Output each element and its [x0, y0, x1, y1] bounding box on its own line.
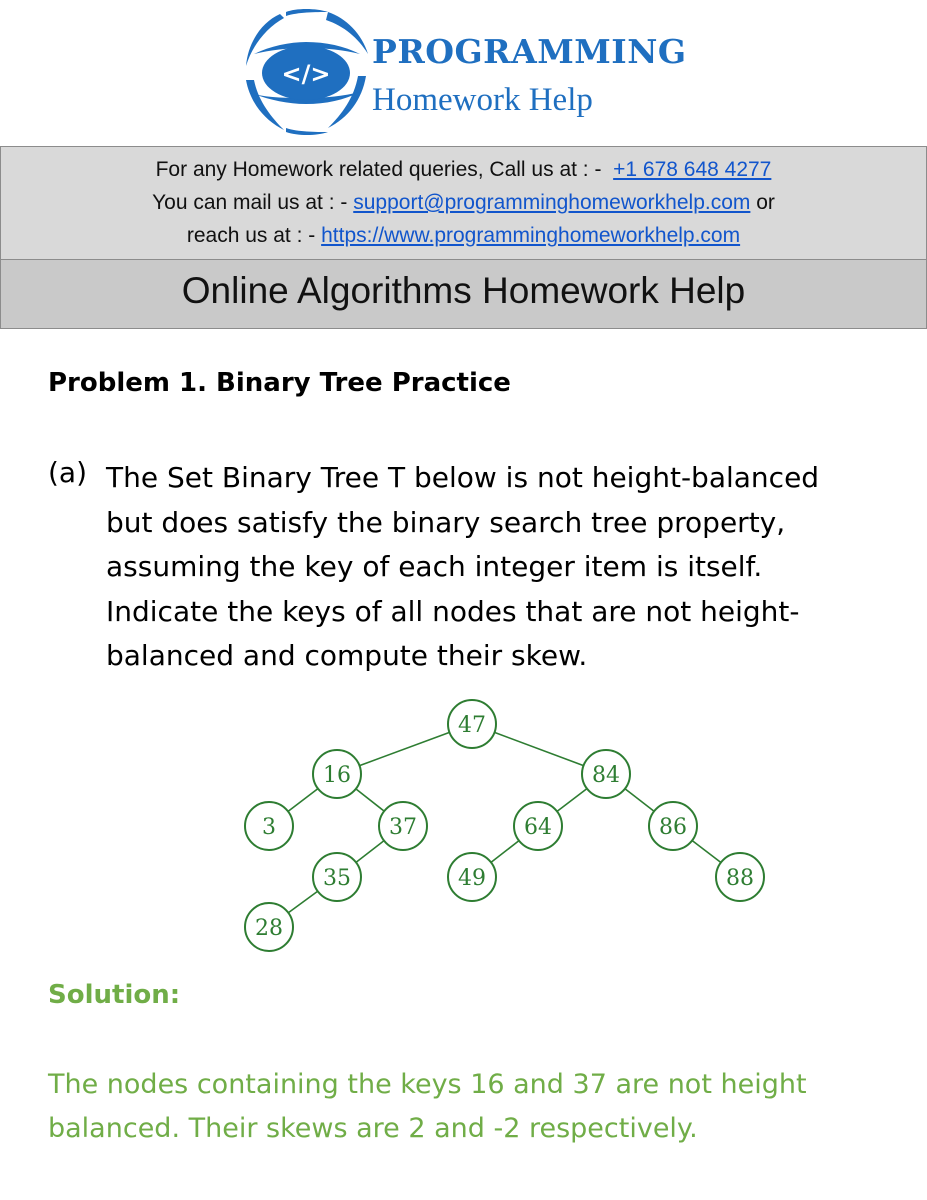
contact-website-line — [1, 224, 926, 248]
tree-node-49 — [448, 853, 496, 901]
problem-line: but does satisfy the binary search tree property, — [106, 505, 786, 539]
item-label: (a) — [48, 456, 88, 489]
tree-edge-47-84 — [494, 732, 583, 765]
tree-node-key: 3 — [262, 815, 276, 840]
tree-edge-64-49 — [491, 841, 519, 863]
tree-node-key: 49 — [458, 866, 486, 891]
tree-node-37 — [379, 802, 427, 850]
contact-band — [0, 146, 927, 260]
tree-node-key: 16 — [323, 763, 351, 788]
logo-icon-text: </> — [281, 60, 331, 88]
binary-tree-diagram — [230, 690, 790, 960]
email-link[interactable]: support@programminghomeworkhelp.com — [353, 191, 751, 214]
tree-edge-35-28 — [288, 891, 317, 913]
tree-node-88 — [716, 853, 764, 901]
contact-phone-line — [1, 158, 926, 182]
tree-node-key: 28 — [255, 916, 283, 941]
contact-website-prefix: reach us at : - — [186, 224, 316, 247]
problem-line: assuming the key of each integer item is itself. — [106, 550, 763, 583]
contact-email-suffix: or — [756, 191, 775, 214]
solution-line: The nodes containing the keys 16 and 37 are not height — [48, 1069, 807, 1100]
phone-link[interactable]: +1 678 648 4277 — [613, 158, 772, 181]
logo — [240, 6, 700, 138]
tree-edge-84-86 — [625, 789, 654, 812]
title-band — [0, 259, 927, 329]
tree-node-key: 84 — [592, 763, 620, 788]
tree-node-84 — [582, 750, 630, 798]
tree-node-28 — [245, 903, 293, 951]
tree-node-key: 86 — [659, 815, 687, 840]
tree-edge-84-64 — [557, 789, 587, 812]
website-link[interactable]: https://www.programminghomeworkhelp.com — [321, 224, 741, 247]
problem-heading: Problem 1. Binary Tree Practice — [48, 368, 511, 398]
tree-node-35 — [313, 853, 361, 901]
solution-line: balanced. Their skews are 2 and -2 respectively. — [48, 1113, 698, 1144]
tree-node-key: 64 — [524, 815, 552, 840]
tree-node-key: 35 — [323, 866, 351, 891]
tree-edge-16-3 — [288, 789, 318, 812]
tree-node-key: 88 — [726, 866, 754, 891]
tree-node-key: 37 — [389, 815, 417, 840]
solution-label: Solution: — [48, 980, 181, 1010]
problem-line: Indicate the keys of all nodes that are not height- — [106, 594, 800, 628]
contact-phone-prefix: For any Homework related queries, Call us at : - — [155, 158, 602, 181]
tree-edge-86-88 — [692, 841, 721, 863]
tree-node-47 — [448, 700, 496, 748]
contact-email-line — [1, 191, 926, 215]
tree-node-16 — [313, 750, 361, 798]
logo-title: PROGRAMMING — [372, 32, 687, 71]
logo-subtitle: Homework Help — [372, 82, 593, 118]
tree-node-86 — [649, 802, 697, 850]
solution-text — [48, 1063, 807, 1151]
code-brackets-globe-icon — [240, 6, 372, 138]
problem-line: balanced and compute their skew. — [106, 639, 588, 672]
tree-node-key: 47 — [458, 713, 486, 738]
problem-text — [106, 456, 906, 679]
tree-node-64 — [514, 802, 562, 850]
tree-node-3 — [245, 802, 293, 850]
tree-edge-16-37 — [356, 789, 384, 811]
page-title: Online Algorithms Homework Help — [181, 270, 746, 311]
problem-line: The Set Binary Tree T below is not height-balanced — [106, 461, 820, 494]
tree-edge-47-16 — [360, 732, 450, 765]
tree-edge-37-35 — [356, 841, 384, 863]
contact-email-prefix: You can mail us at : - — [152, 191, 348, 214]
